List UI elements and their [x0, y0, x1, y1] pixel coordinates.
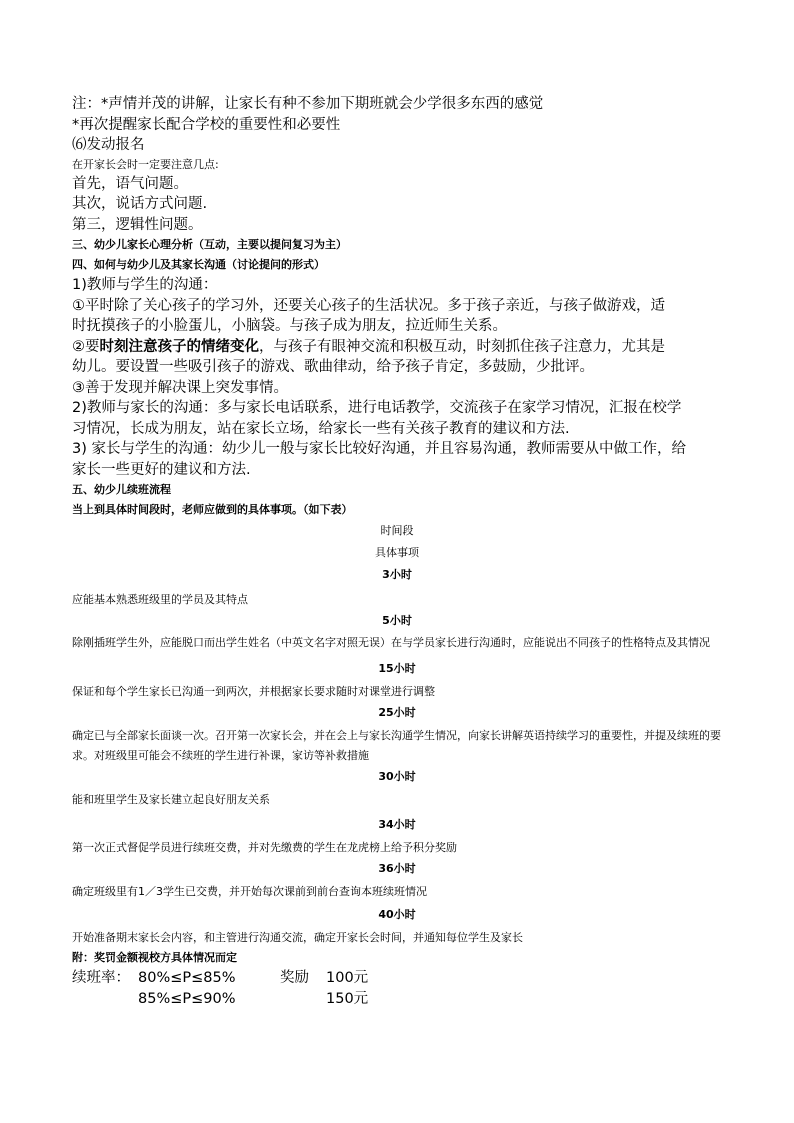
- teacher-parent-line-1: 2)教师与家长的沟通：多与家长电话联系，进行电话教学，交流孩子在家学习情况，汇报在校学: [72, 400, 682, 416]
- rate-row-2: [72, 989, 722, 1010]
- row-desc: 能和班里学生及家长建立起良好朋友关系: [72, 793, 270, 806]
- teacher-student-item-1-line-2: 时抚摸孩子的小脸蛋儿，小脑袋。与孩子成为朋友，拉近师生关系。: [72, 318, 507, 334]
- parent-student-line-1: 3) 家长与学生的沟通：幼少儿一般与家长比较好沟通，并且容易沟通，教师需要从中做工作，给: [72, 441, 686, 457]
- point-second: 其次，说话方式问题.: [72, 196, 208, 212]
- point-third: 第三，逻辑性问题。: [72, 216, 203, 233]
- teacher-student-item-3: ③善于发现并解决课上突发事情。: [72, 379, 288, 396]
- item-2-suffix: ，与孩子有眼神交流和积极互动，时刻抓住孩子注意力，尤其是: [259, 338, 665, 355]
- step-6-enrollment: ⑹发动报名: [72, 137, 145, 153]
- rate-row-1: [72, 968, 722, 989]
- row-time: 15小时: [378, 662, 416, 675]
- row-time: 5小时: [382, 614, 412, 627]
- row-desc: 除刚插班学生外，应能脱口而出学生姓名（中英文名字对照无误）在与学员家长进行沟通时，应能说出不同孩子的性格特点及其情况: [72, 636, 710, 649]
- item-2-emphasis: 时刻注意孩子的情绪变化: [99, 338, 259, 355]
- note-emotional-lecture: 注：*声情并茂的讲解，让家长有种不参加下期班就会少学很多东西的感觉: [72, 96, 544, 112]
- column-header-time: 时间段: [380, 524, 414, 537]
- row-desc: 第一次正式督促学员进行续班交费，并对先缴费的学生在龙虎榜上给予积分奖励: [72, 841, 457, 854]
- appendix-title: 附：奖罚金额视校方具体情况而定: [72, 951, 237, 964]
- row-time: 36小时: [378, 862, 416, 875]
- column-header-items: 具体事项: [375, 546, 419, 559]
- reward-amount-2: 150元: [326, 991, 369, 1007]
- teacher-student-item-2-line-2: 幼儿。要设置一些吸引孩子的游戏、歌曲律动，给予孩子肯定，多鼓励，少批评。: [72, 359, 594, 375]
- rate-range-2: 85%≤P≤90%: [138, 991, 236, 1007]
- row-time: 3小时: [382, 568, 412, 581]
- item-2-prefix: ②要: [72, 338, 100, 355]
- row-time: 34小时: [378, 818, 416, 831]
- document-page: [72, 94, 722, 1010]
- section-3-title: 三、幼少儿家长心理分析（互动，主要以提问复习为主）: [72, 238, 347, 251]
- point-first: 首先，语气问题。: [72, 175, 188, 192]
- attention-heading: 在开家长会时一定要注意几点:: [72, 157, 219, 171]
- section-5-title: 五、幼少儿续班流程: [72, 483, 171, 496]
- reward-amount-1: 100元: [326, 970, 369, 986]
- row-desc: 保证和每个学生家长已沟通一到两次，并根据家长要求随时对课堂进行调整: [72, 685, 435, 698]
- row-desc: 确定班级里有1／3学生已交费，并开始每次课前到前台查询本班续班情况: [72, 885, 427, 898]
- section-5-subtitle: 当上到具体时间段时，老师应做到的具体事项。（如下表）: [72, 503, 353, 516]
- section-4-title: 四、如何与幼少儿及其家长沟通（讨论提问的形式）: [72, 258, 325, 271]
- row-desc: 确定已与全部家长面谈一次。召开第一次家长会，并在会上与家长沟通学生情况，向家长讲解英语持续学习的重要性，并提及续班的要求。对班级里可能会不续班的学生进行补课，家访等补救措施: [72, 729, 721, 762]
- row-desc: 应能基本熟悉班级里的学员及其特点: [72, 593, 248, 606]
- row-time: 40小时: [378, 908, 416, 921]
- row-time: 25小时: [378, 706, 416, 719]
- teacher-student-title: 1)教师与学生的沟通：: [72, 277, 218, 293]
- teacher-student-item-2-line-1: [72, 337, 722, 358]
- rate-range-1: 80%≤P≤85%: [138, 970, 236, 986]
- reward-label: 奖励: [280, 970, 309, 986]
- row-desc: 开始准备期末家长会内容，和主管进行沟通交流，确定开家长会时间，并通知每位学生及家长: [72, 931, 523, 944]
- teacher-parent-line-2: 习情况，长成为朋友，站在家长立场，给家长一些有关孩子教育的建议和方法.: [72, 420, 570, 437]
- parent-student-line-2: 家长一些更好的建议和方法.: [72, 461, 251, 478]
- teacher-student-item-1-line-1: ①平时除了关心孩子的学习外，还要关心孩子的生活状况。多于孩子亲近，与孩子做游戏，适: [72, 297, 665, 314]
- rate-label: 续班率：: [72, 970, 130, 986]
- note-remind-parents: *再次提醒家长配合学校的重要性和必要性: [72, 116, 341, 133]
- row-time: 30小时: [378, 770, 416, 783]
